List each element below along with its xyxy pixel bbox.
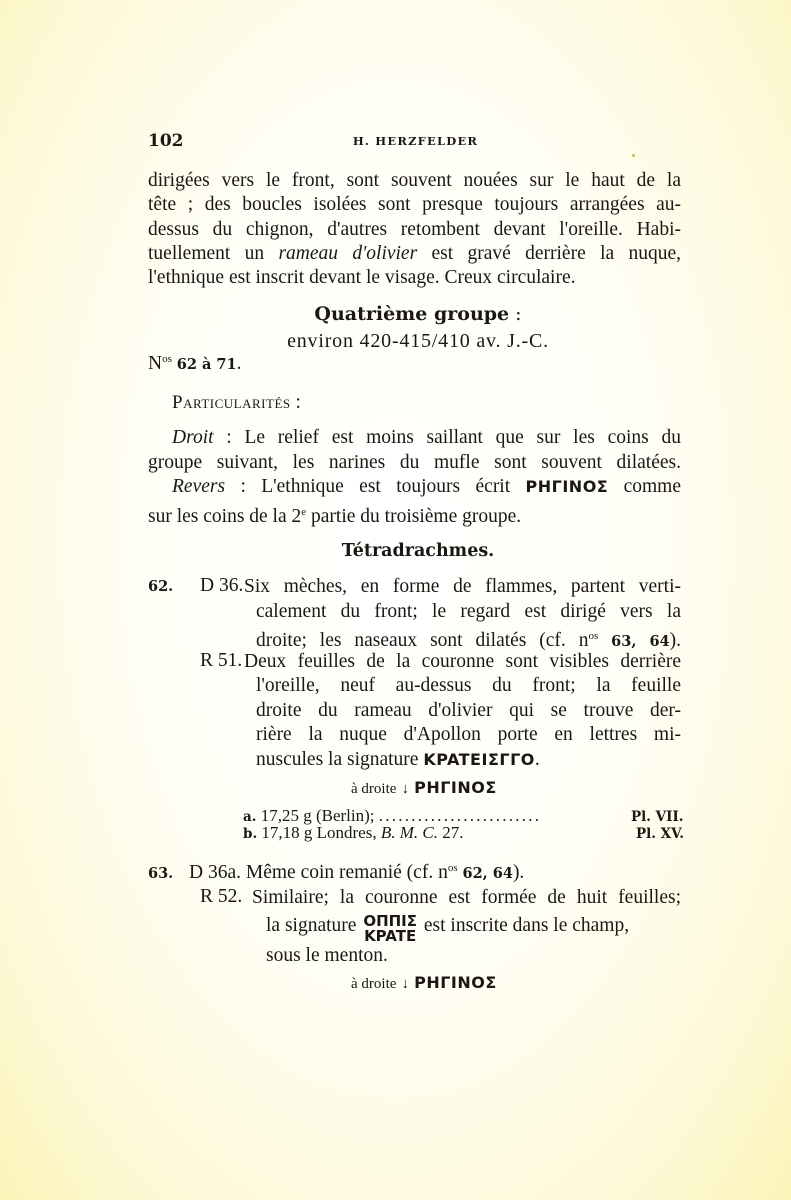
section-title: Tétradrachmes. (341, 541, 495, 561)
intro-line: l'ethnique est inscrit devant le visage. Creux circulaire. (148, 267, 576, 288)
coin-legend (351, 778, 497, 798)
revers-text: comme (608, 476, 681, 497)
entry-text: nuscules la signature (256, 749, 424, 770)
entry-text: Même coin remanié (cf. n (245, 862, 448, 883)
group-title (0, 303, 791, 325)
page-number: 102 (148, 131, 184, 151)
entry-sup: os (588, 630, 599, 642)
revers-sup: e (301, 506, 307, 518)
revers-text: sur les coins de la 2 (148, 506, 302, 527)
droit-label: Droit (172, 427, 214, 448)
entry-line: rière la nuque d'Apollon porte en lettres mi- (256, 724, 681, 745)
entry-line (266, 914, 629, 944)
intro-italic-term: rameau d'olivier (278, 243, 418, 264)
entry-text: ). (669, 630, 682, 651)
intro-line: dessus du chignon, d'autres retombent devant l'oreille. Habi- (148, 219, 681, 240)
entry-text: est inscrite dans le champ, (423, 915, 630, 936)
die-code: R 51. (200, 650, 243, 671)
entry-text: la signature (266, 915, 357, 936)
specimen-letter: b. (243, 826, 258, 842)
group-date: environ 420-415/410 av. J.-C. (287, 330, 549, 352)
plate-reference: Pl. VII. (631, 809, 684, 825)
entry-line: Similaire; la couronne est formée de huit feuilles; (252, 887, 681, 908)
entry-line: calement du front; le regard est dirigé vers la (256, 601, 681, 622)
coin-legend (351, 973, 497, 993)
greek-ethnic: PHΓINOΣ (525, 477, 609, 496)
entry-sup: os (447, 862, 458, 874)
greek-legend: PHΓINOΣ (414, 973, 497, 992)
die-code: R 52. (200, 886, 243, 907)
entry-line (189, 862, 524, 884)
particularites-label: Particularités (172, 392, 291, 413)
group-title-colon: : (509, 303, 522, 325)
specimen-letter: a. (243, 809, 257, 825)
entry-text: ). (512, 862, 525, 883)
specimen-italic: B. M. C. (380, 823, 438, 842)
droit-line (172, 426, 681, 450)
entry-number: 63. (148, 865, 174, 882)
group-title-text: Quatrième groupe (314, 303, 510, 325)
revers-text: : L'ethnique est toujours écrit (225, 476, 526, 497)
intro-text: tuellement un (148, 243, 279, 264)
revers-line (148, 500, 681, 529)
droit-text: : Le relief est moins saillant que sur les coins du (213, 427, 681, 448)
specimen-text: 17,18 g Londres, (261, 823, 381, 842)
stacked-signature (363, 914, 417, 944)
intro-text: est gravé derrière la nuque, (417, 243, 681, 264)
entry-line: droite du rameau d'olivier qui se trouve der- (256, 700, 681, 721)
die-code: D 36. (200, 575, 244, 596)
revers-label: Revers (172, 476, 226, 497)
entry-line: sous le menton. (266, 945, 388, 966)
entry-text: droite; les naseaux sont dilatés (cf. n (256, 630, 589, 651)
revers-text: partie du troisième groupe. (306, 506, 522, 527)
intro-line (148, 242, 681, 266)
revers-line (172, 475, 681, 499)
entry-text: . (534, 749, 540, 770)
group-numbers (148, 353, 241, 375)
signature-top: OΠΠIΣ (363, 912, 417, 930)
nos-sup: os (162, 353, 172, 365)
dot-leader: . . . . . . . . . . . . . . . . . . . . . . . . . (378, 806, 538, 825)
greek-legend: PHΓINOΣ (414, 778, 497, 797)
particularites-colon: : (290, 392, 301, 413)
nos-range: 62 à 71 (176, 356, 237, 373)
entry-refs: 62, 64 (462, 865, 513, 882)
specimen-row (243, 823, 464, 843)
entry-number: 62. (148, 578, 174, 595)
legend-prefix: à droite (351, 781, 397, 797)
specimen-text: 17,25 g (Berlin); (260, 806, 375, 825)
entry-line: l'oreille, neuf au-dessus du front; la feuille (256, 675, 681, 696)
entry-line (256, 748, 681, 772)
nos-end: . (236, 353, 242, 374)
die-code: D 36a. (189, 862, 241, 883)
greek-signature: KPATEIΣΓΓO (423, 750, 535, 769)
entry-refs: 63, 64 (611, 633, 670, 650)
paper-speck (632, 154, 635, 157)
entry-line: Six mèches, en forme de flammes, partent verti- (244, 576, 681, 597)
signature-bottom: KPATE (364, 927, 417, 945)
droit-line: groupe suivant, les narines du mufle sont souvent dilatées. (148, 452, 681, 473)
arrow-down-icon: ↓ (401, 976, 409, 992)
nos-prefix: N (148, 353, 163, 374)
entry-line: Deux feuilles de la couronne sont visibles derrière (244, 651, 681, 672)
running-head: H. HERZFELDER (352, 134, 479, 148)
intro-line: tête ; des boucles isolées sont presque toujours arrangées au- (148, 194, 681, 215)
arrow-down-icon: ↓ (401, 781, 409, 797)
plate-reference: Pl. XV. (636, 826, 684, 842)
intro-line: dirigées vers le front, sont souvent nouées sur le haut de la (148, 170, 681, 191)
legend-prefix: à droite (351, 976, 397, 992)
particularites-heading (172, 392, 301, 414)
specimen-text: 27. (438, 823, 464, 842)
